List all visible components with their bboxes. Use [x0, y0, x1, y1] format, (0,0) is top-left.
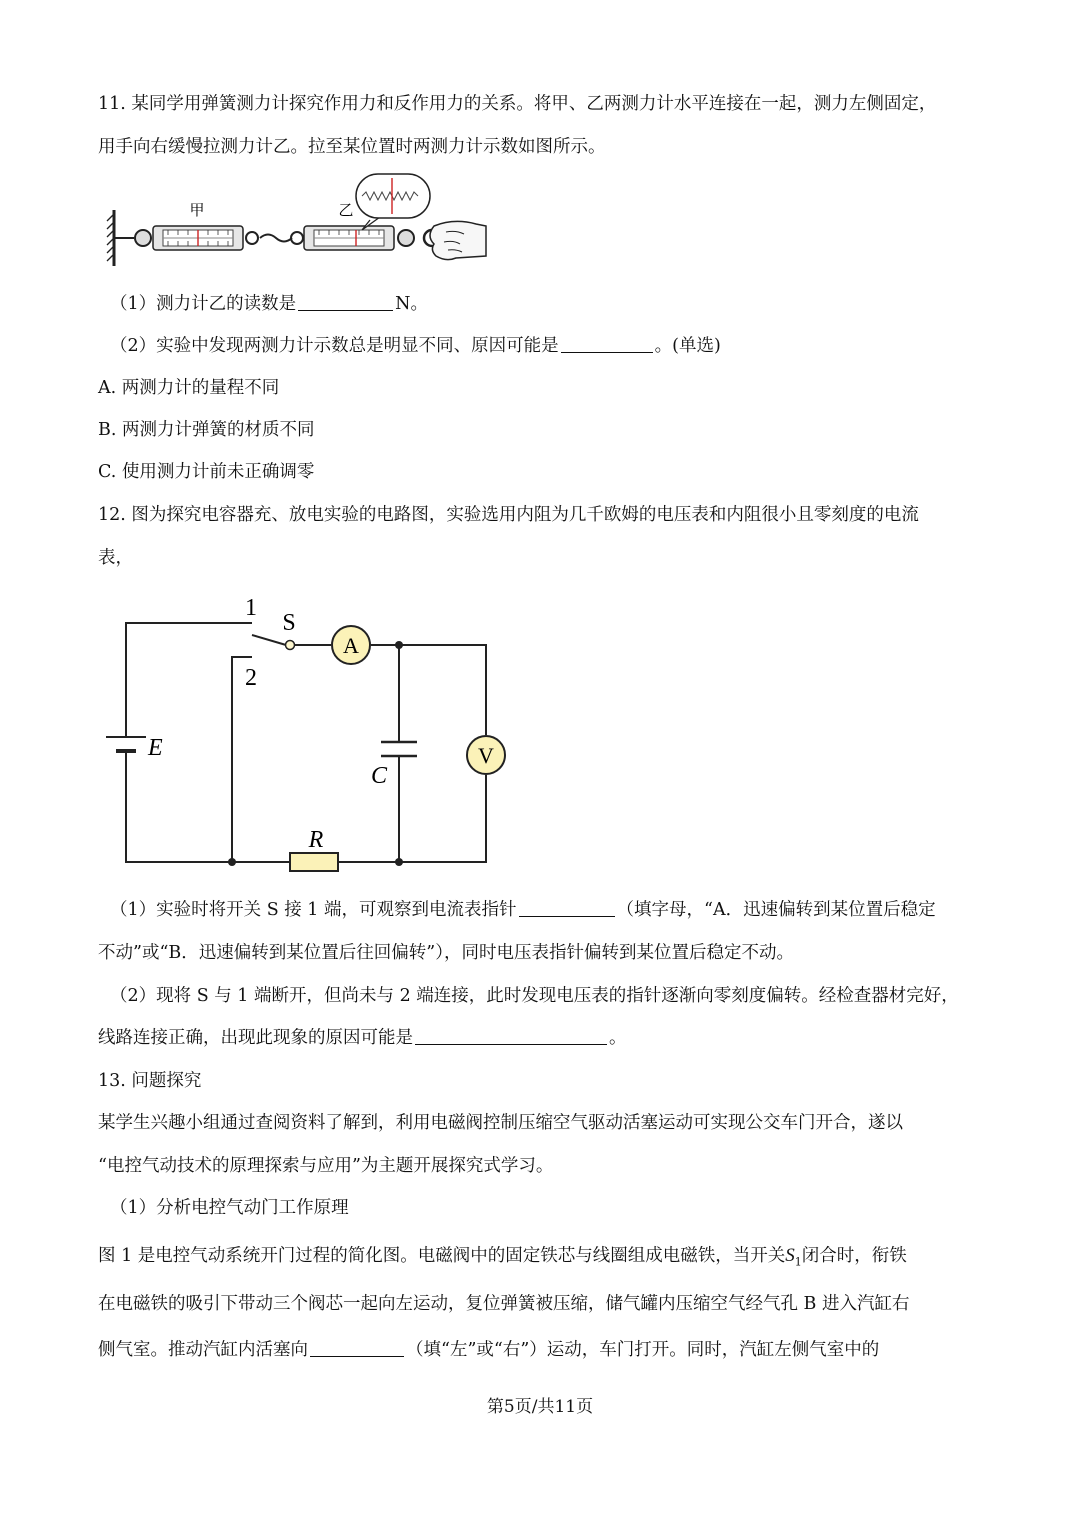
- q13-title: 13. 问题探究: [98, 1071, 202, 1091]
- label-emf: E: [148, 735, 163, 761]
- q13-intro-line1: 某学生兴趣小组通过查阅资料了解到，利用电磁阀控制压缩空气驱动活塞运动可实现公交车门开合，遂以: [98, 1113, 903, 1133]
- q11-option-c: C. 使用测力计前未正确调零: [98, 462, 315, 482]
- label-voltmeter: V: [478, 743, 494, 768]
- label-yi: 乙: [338, 203, 354, 219]
- q12-sub2-line1: （2）现将 S 与 1 端断开，但尚未与 2 端连接，此时发现电压表的指针逐渐向零刻度偏转。经检查器材完好，: [110, 986, 959, 1006]
- spring-balance-jia: [153, 226, 243, 250]
- q12-sub2-line2: 线路连接正确，出现此现象的原因可能是 。: [98, 1028, 627, 1048]
- capacitor-circuit-diagram: [100, 585, 520, 880]
- q13-para-line1: 图 1 是电控气动系统开门过程的简化图。电磁阀中的固定铁芯与线圈组成电磁铁，当开关$S_1$闭合时，衔铁: [98, 1245, 907, 1269]
- spring-balance-yi: [304, 226, 394, 250]
- answer-blank[interactable]: [298, 292, 393, 311]
- answer-blank[interactable]: [519, 898, 615, 917]
- label-terminal-1: 1: [245, 595, 257, 621]
- label-terminal-2: 2: [245, 665, 257, 691]
- q13-para-line2: 在电磁铁的吸引下带动三个阀芯一起向左运动，复位弹簧被压缩，储气罐内压缩空气经气孔 B 进入汽缸右: [98, 1294, 910, 1314]
- q11-option-a: A. 两测力计的量程不同: [98, 378, 280, 398]
- q13-intro-line2: “电控气动技术的原理探索与应用”为主题开展探究式学习。: [98, 1156, 554, 1176]
- q12-sub1-line2: 不动”或“B．迅速偏转到某位置后往回偏转”），同时电压表指针偏转到某位置后稳定不动。: [98, 943, 794, 963]
- q11-sub1: （1）测力计乙的读数是 N。: [110, 294, 428, 314]
- q11-stem-line1: 11. 某同学用弹簧测力计探究作用力和反作用力的关系。将甲、乙两测力计水平连接在一起，测力左侧固定，: [98, 94, 937, 114]
- spring-balance-figure: [100, 170, 500, 270]
- q12-stem-line1: 12. 图为探究电容器充、放电实验的电路图，实验选用内阻为几千欧姆的电压表和内阻很小且零刻度的电流: [98, 505, 919, 525]
- q12-sub1-line1: （1）实验时将开关 S 接 1 端，可观察到电流表指针 （填字母，“A．迅速偏转到某位置后稳定: [110, 900, 936, 920]
- answer-blank[interactable]: [415, 1026, 607, 1045]
- answer-blank[interactable]: [561, 334, 653, 353]
- q11-stem-line2: 用手向右缓慢拉测力计乙。拉至某位置时两测力计示数如图所示。: [98, 137, 606, 157]
- magnifier-bubble: [356, 174, 430, 218]
- resistor-symbol: [290, 853, 338, 871]
- hand-icon: [430, 221, 486, 259]
- q13-sub1-title: （1）分析电控气动门工作原理: [110, 1198, 349, 1218]
- label-resistor: R: [308, 827, 324, 853]
- label-switch: S: [282, 610, 296, 636]
- q13-para-line3: 侧气室。推动汽缸内活塞向 （填“左”或“右”）运动，车门打开。同时，汽缸左侧气室中的: [98, 1340, 880, 1360]
- switch-contact: [286, 641, 295, 650]
- label-capacitor: C: [370, 763, 388, 789]
- q11-sub2: （2）实验中发现两测力计示数总是明显不同、原因可能是 。(单选): [110, 336, 721, 356]
- q11-option-b: B. 两测力计弹簧的材质不同: [98, 420, 315, 440]
- label-ammeter: A: [343, 633, 359, 658]
- page-footer: 第5页/共11页: [486, 1397, 594, 1417]
- label-jia: 甲: [189, 203, 205, 219]
- answer-blank[interactable]: [310, 1338, 404, 1357]
- q12-stem-line2: 表，: [98, 548, 133, 568]
